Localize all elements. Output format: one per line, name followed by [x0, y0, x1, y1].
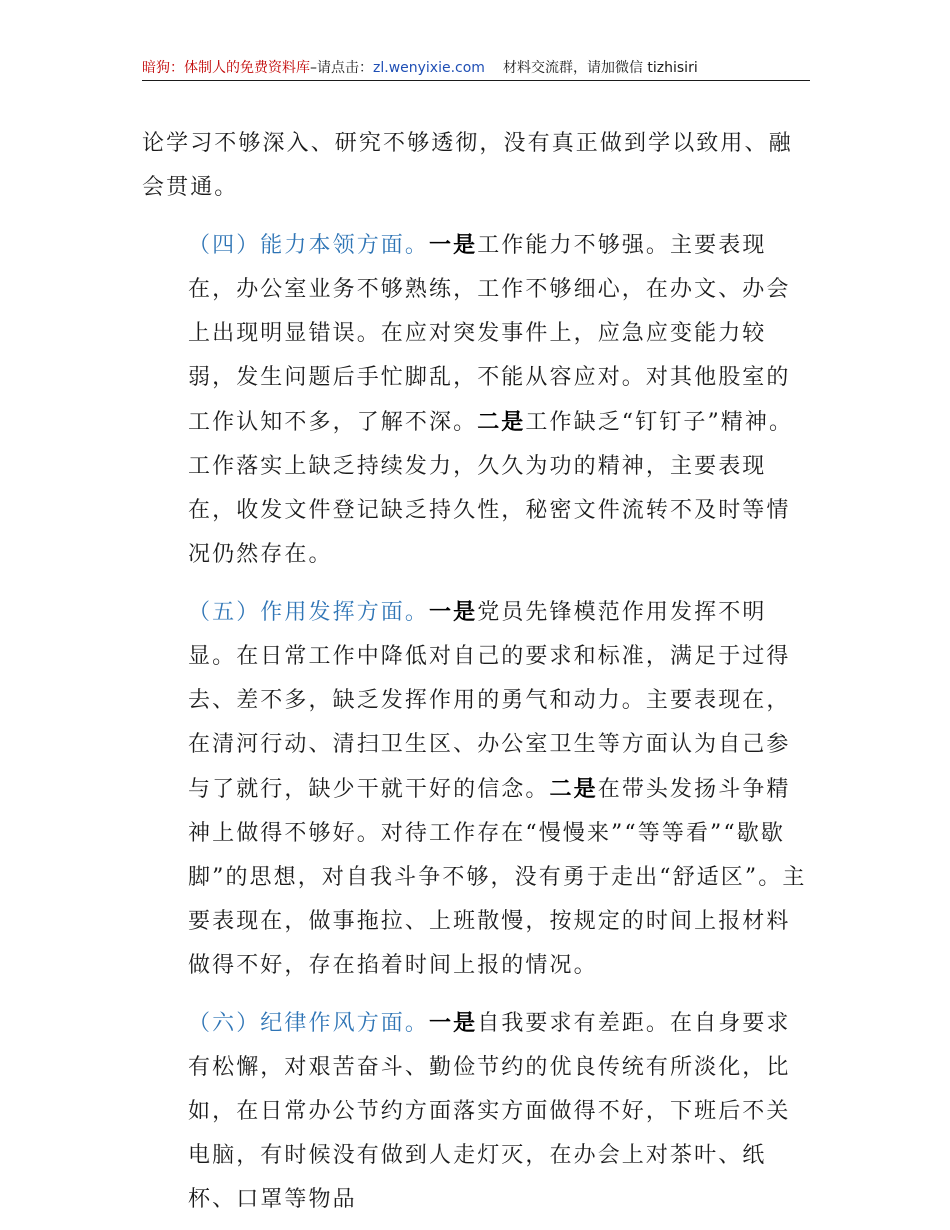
document-header — [142, 58, 810, 78]
lead-marker: 一是 — [429, 599, 478, 625]
paragraph-role — [142, 590, 810, 988]
paragraph-discipline — [142, 1001, 810, 1222]
paragraph-text: 自我要求有差距。在自身要求有松懈，对艰苦奋斗、勤俭节约的优良传统有所淡化，比如，在日常办公节约方面落实方面做得不好，下班后不关电脑，有时候没有做到人走灯灭，在办会上对茶叶、纸杯、口罩等物品 — [188, 1011, 791, 1212]
lead-marker: 一是 — [429, 232, 478, 258]
header-prompt: –请点击： — [310, 60, 373, 76]
header-divider — [142, 80, 810, 81]
paragraph-text: 论学习不够深入、研究不够透彻，没有真正做到学以致用、融会贯通。 — [142, 131, 793, 200]
paragraph-text: 在带头发扬斗争精神上做得不够好。对待工作存在“慢慢来”“等等看”“歇歇脚”的思想，对自我斗争不够，没有勇于走出“舒适区”。主要表现在，做事拖拉、上班散慢，按规定的时间上报材料做得不好，存在掐着时间上报的情况。 — [188, 777, 807, 978]
lead-marker: 一是 — [429, 1010, 478, 1036]
section-heading-role: （五）作用发挥方面。 — [188, 600, 430, 625]
header-brand: 暗狗：体制人的免费资料库 — [142, 60, 310, 76]
lead-marker: 二是 — [549, 776, 598, 802]
paragraph-text: 党员先锋模范作用发挥不明显。在日常工作中降低对自己的要求和标准，满足于过得去、差不多，缺乏发挥作用的勇气和动力。主要表现在，在清河行动、清扫卫生区、办公室卫生等方面认为自己参与了就行，缺少干就干好的信念。 — [188, 600, 791, 802]
paragraph-text: 工作能力不够强。主要表现在，办公室业务不够熟练，工作不够细心，在办文、办会上出现明显错误。在应对突发事件上，应急应变能力较弱，发生问题后手忙脚乱，不能从容应对。对其他股室的工作认知不多，了解不深。 — [188, 233, 791, 435]
paragraph-continuation — [142, 122, 810, 210]
section-heading-ability: （四）能力本领方面。 — [188, 233, 430, 258]
document-body — [142, 122, 810, 1222]
lead-marker: 二是 — [477, 409, 526, 435]
paragraph-ability — [142, 223, 810, 577]
section-heading-discipline: （六）纪律作风方面。 — [188, 1011, 430, 1036]
header-link[interactable]: zl.wenyixie.com — [373, 60, 485, 76]
header-contact: 材料交流群，请加微信 tizhisiri — [502, 60, 698, 76]
paragraph-text: 工作缺乏“钉钉子”精神。工作落实上缺乏持续发力，久久为功的精神，主要表现在，收发文件登记缺乏持久性，秘密文件流转不及时等情况仍然存在。 — [188, 410, 794, 567]
